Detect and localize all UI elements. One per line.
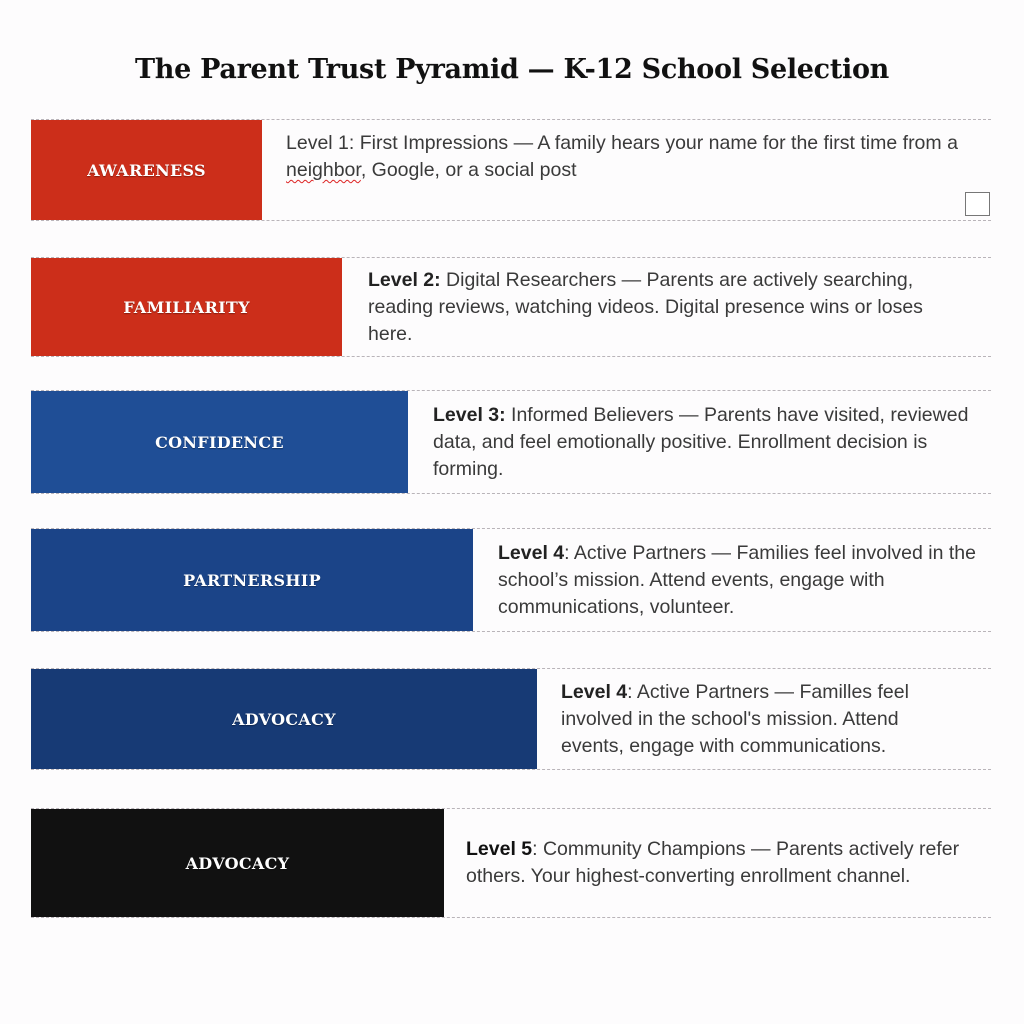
level-label: Level 4 bbox=[561, 680, 628, 703]
pyramid-level-2 bbox=[31, 257, 991, 357]
level-description bbox=[561, 669, 951, 769]
level-body: — Parents have visited, reviewed data, and feel emotionally positive. Enrollment decision is forming. bbox=[433, 403, 969, 480]
level-label: Level 3: bbox=[433, 403, 506, 426]
stage-bar-familiarity bbox=[31, 258, 342, 356]
level-heading: : Active Partners bbox=[627, 680, 770, 703]
level-label: Level 5 bbox=[466, 838, 533, 860]
level-body-end: , Google, or a social post bbox=[360, 159, 577, 181]
stage-label: AWARENESS bbox=[87, 160, 206, 180]
level-label: Level 2: bbox=[368, 268, 441, 291]
pyramid-level-5 bbox=[31, 668, 991, 770]
level-body: — Parents actively refer others. Your highest-converting enrollment channel. bbox=[466, 838, 960, 887]
level-heading: : Community Champions bbox=[532, 838, 746, 860]
pyramid-level-6 bbox=[31, 808, 991, 918]
stage-label: FAMILIARITY bbox=[123, 297, 250, 317]
stage-bar-advocacy-top bbox=[31, 809, 444, 917]
stage-label: ADVOCACY bbox=[185, 853, 290, 873]
level-label: Level 1 bbox=[286, 132, 349, 154]
level-heading: : Active Partners bbox=[564, 541, 707, 564]
level-description bbox=[498, 529, 981, 631]
stage-bar-advocacy bbox=[31, 669, 537, 769]
level-description bbox=[466, 809, 961, 917]
level-description bbox=[433, 391, 971, 493]
level-body: — A family hears your name for the first time from a bbox=[508, 132, 958, 154]
stage-label: ADVOCACY bbox=[232, 709, 336, 729]
level-heading: : First Impressions bbox=[348, 132, 509, 154]
level-body: — Parents are actively searching, reading reviews, watching videos. Digital presence wins or loses here. bbox=[368, 268, 923, 345]
stage-label: CONFIDENCE bbox=[155, 432, 284, 452]
level-description bbox=[368, 258, 971, 356]
stage-bar-confidence bbox=[31, 391, 408, 493]
pyramid-level-1 bbox=[31, 119, 991, 221]
pyramid-level-3 bbox=[31, 390, 991, 494]
page-title: The Parent Trust Pyramid — K-12 School Selection bbox=[135, 54, 889, 85]
level-label: Level 4 bbox=[498, 541, 565, 564]
spellcheck-flagged-word[interactable]: neighbor bbox=[286, 159, 361, 181]
pyramid-level-4 bbox=[31, 528, 991, 632]
checkbox[interactable] bbox=[965, 192, 990, 216]
stage-bar-awareness bbox=[31, 120, 262, 220]
stage-label: PARTNERSHIP bbox=[183, 570, 321, 590]
level-description bbox=[286, 116, 977, 198]
level-heading: Digital Researchers bbox=[440, 268, 617, 291]
stage-bar-partnership bbox=[31, 529, 473, 631]
level-heading: Informed Believers bbox=[505, 403, 674, 426]
level-body: — Familles feel involved in the school's mission. Attend events, engage with communications. bbox=[561, 680, 909, 757]
level-body: — Families feel involved in the school’s mission. Attend events, engage with communications, volunteer. bbox=[498, 541, 976, 618]
